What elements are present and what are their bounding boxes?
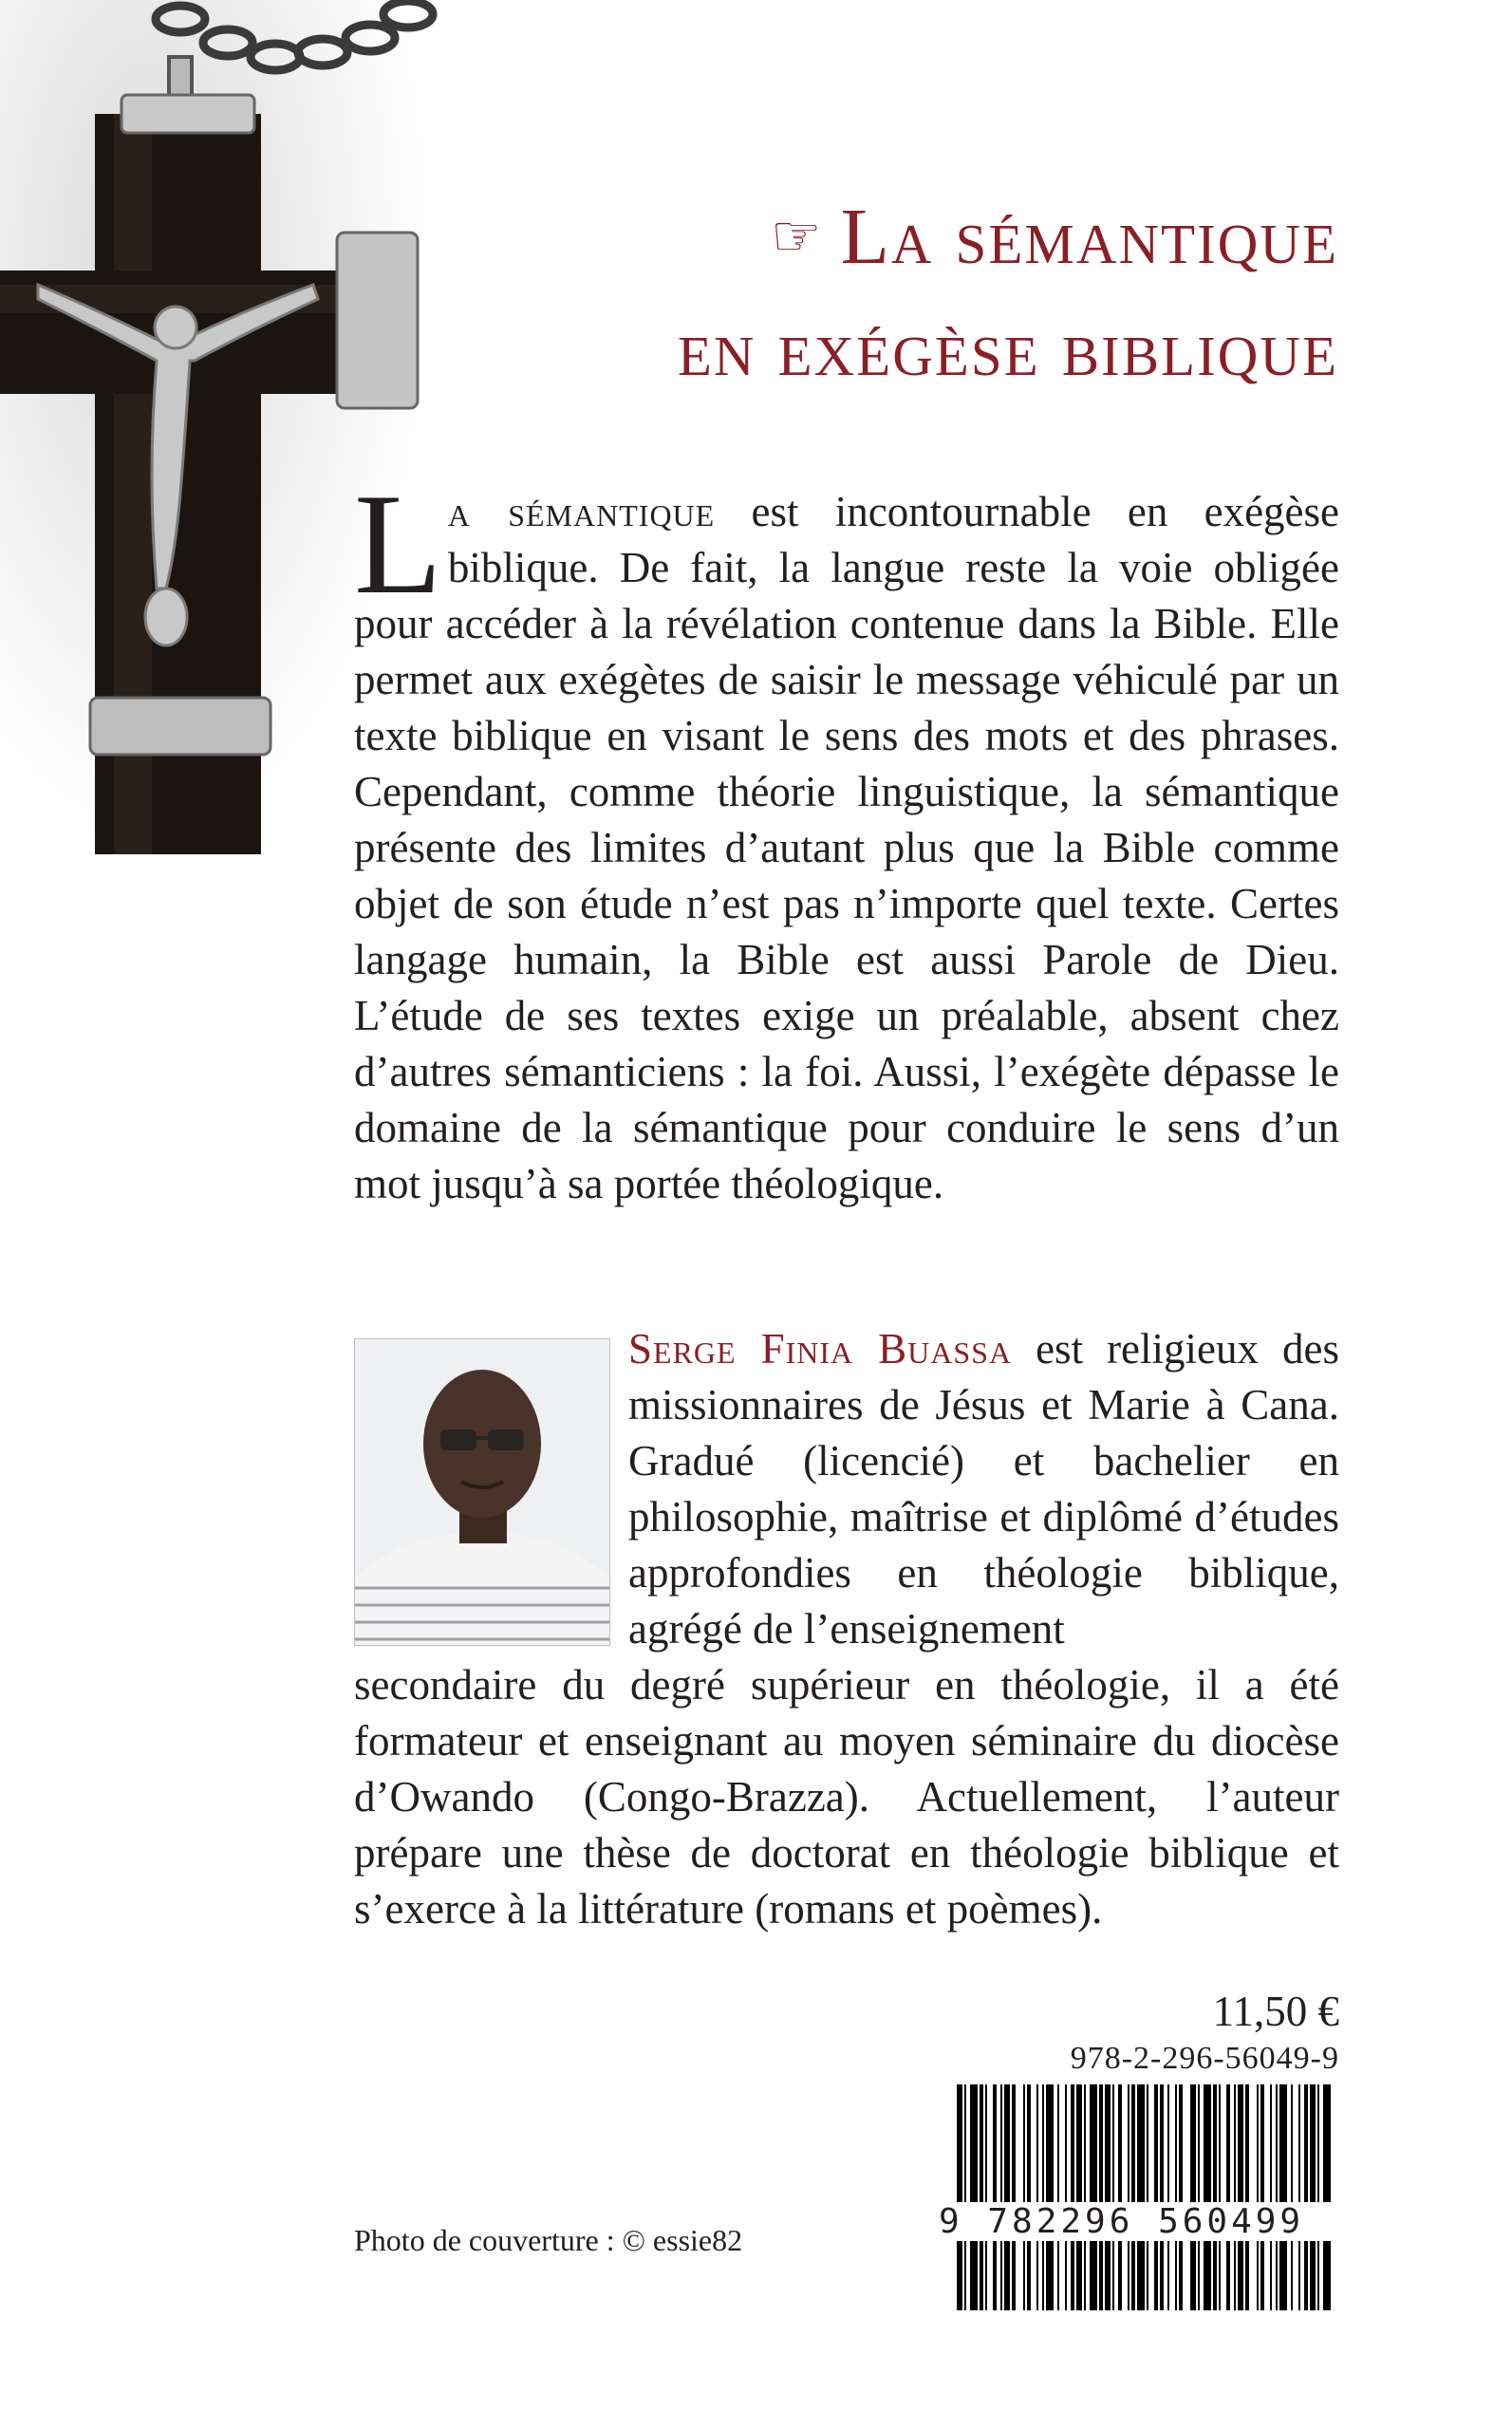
barcode-bar	[1257, 2084, 1259, 2310]
book-title	[532, 180, 1338, 405]
barcode-bar	[1118, 2084, 1122, 2310]
barcode-bar	[957, 2084, 962, 2310]
barcode-bar	[1213, 2084, 1217, 2310]
photo-credit: Photo de couverture : © essie82	[354, 2223, 743, 2257]
barcode-bar	[964, 2084, 966, 2310]
author-name: Serge Finia Buassa	[628, 1325, 1013, 1373]
barcode-bar	[1112, 2084, 1114, 2310]
barcode-bar	[1276, 2084, 1278, 2310]
barcode-bar	[1057, 2084, 1059, 2310]
author-bio-intro	[628, 1321, 1339, 1657]
barcode-bar	[1270, 2084, 1272, 2310]
barcode-bar	[1298, 2084, 1300, 2310]
book-blurb	[354, 464, 1340, 1212]
barcode-bar	[993, 2084, 997, 2310]
title-line-2: en exégèse biblique	[677, 305, 1338, 393]
barcode-bar	[1167, 2084, 1169, 2310]
barcode-bar	[1238, 2084, 1243, 2310]
barcode-bar	[1226, 2084, 1230, 2310]
barcode-bar	[1219, 2084, 1221, 2310]
author-bio-start: est religieux des missionnaires de Jésus et Marie à Cana. Gradué (licencié) et bachelier en philosophie, maîtrise et diplômé d’études approfondies en théologie biblique, agrégé de l’enseignement	[628, 1325, 1339, 1653]
barcode-bar	[1090, 2084, 1097, 2310]
barcode-bar	[1071, 2084, 1074, 2310]
barcode-bar	[1260, 2084, 1264, 2310]
barcode-bar	[1154, 2084, 1158, 2310]
barcode-bar	[1131, 2084, 1135, 2310]
barcode-bar	[1137, 2084, 1145, 2310]
barcode-bar	[1323, 2084, 1331, 2310]
barcode	[953, 2084, 1339, 2310]
barcode-bar	[1076, 2084, 1082, 2310]
barcode-bar	[1310, 2084, 1316, 2310]
barcode-bar	[1084, 2084, 1086, 2310]
author-bio-continued: secondaire du degré supérieur en théologie, il a été formateur et enseignant au moyen séminaire du diocèse d’Owando (Congo-Brazza). Actuellement, l’auteur prépare une thèse de doctorat en théologie biblique et s’exerce à la littérature (romans et poèmes).	[354, 1661, 1339, 1933]
barcode-bar	[1291, 2084, 1293, 2310]
barcode-bar	[1004, 2084, 1010, 2310]
barcode-bar	[1000, 2084, 1002, 2310]
pointing-hand-icon: ☞	[770, 205, 824, 268]
barcode-bar	[985, 2084, 987, 2310]
barcode-bar	[1128, 2084, 1129, 2310]
barcode-bar	[1042, 2084, 1044, 2310]
barcode-bar	[1023, 2084, 1025, 2310]
barcode-bar	[1105, 2084, 1111, 2310]
barcode-bar	[1204, 2084, 1211, 2310]
barcode-bar	[1190, 2084, 1196, 2310]
barcode-bar	[1147, 2084, 1148, 2310]
barcode-bar	[1198, 2084, 1200, 2310]
barcode-bar	[1245, 2084, 1249, 2310]
barcode-bar	[1279, 2084, 1287, 2310]
blurb-text: est incontournable en exégèse biblique. De fait, la langue reste la voie obligée pour accéder à la révélation contenue dans la Bible. Elle permet aux exégètes de saisir le message véhiculé par un texte biblique en visant le sens des mots et des phrases. Cependant, comme théorie linguistique, la sémantique présente des limites d’autant plus que la Bible comme objet de son étude n’est pas n’importe quel texte. Certes langage humain, la Bible est aussi Parole de Dieu. L’étude de ses textes exige un préalable, absent chez d’autres sémanticiens : la foi. Aussi, l’exégète dépasse le domaine de la sémantique pour conduire le sens d’un mot jusqu’à sa portée théologique.	[354, 488, 1340, 1207]
barcode-bar	[1304, 2084, 1308, 2310]
isbn: 978-2-296-56049-9	[1070, 2041, 1339, 2076]
barcode-bar	[1046, 2084, 1054, 2310]
barcode-bar	[1175, 2084, 1177, 2310]
author-photo	[354, 1338, 610, 1646]
barcode-bar	[1012, 2084, 1016, 2310]
barcode-bar	[1065, 2084, 1067, 2310]
price: 11,50 €	[1212, 1988, 1339, 2035]
barcode-digits: 9 782296 560499	[935, 2202, 1351, 2241]
barcode-bar	[1036, 2084, 1038, 2310]
barcode-bar	[1179, 2084, 1183, 2310]
blurb-lead: a sémantique	[447, 488, 716, 535]
barcode-bar	[980, 2084, 983, 2310]
barcode-bar	[1027, 2084, 1031, 2310]
barcode-bar	[1317, 2084, 1319, 2310]
barcode-bar	[1234, 2084, 1236, 2310]
title-line-1: La sémantique	[840, 193, 1338, 281]
barcode-bar	[1160, 2084, 1164, 2310]
drop-cap: L	[354, 464, 442, 624]
barcode-bar	[1099, 2084, 1103, 2310]
barcode-bar	[970, 2084, 978, 2310]
